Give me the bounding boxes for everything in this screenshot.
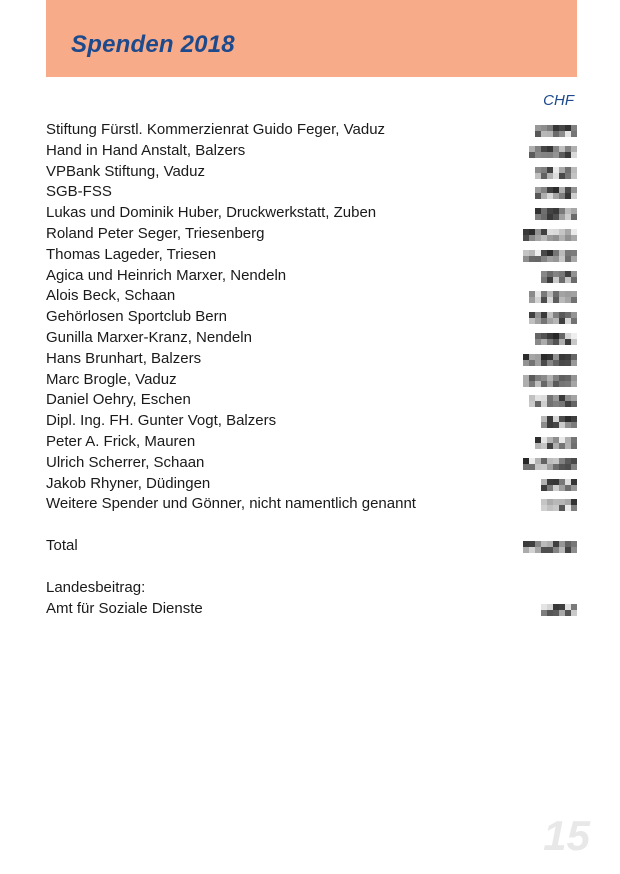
- redacted-amount: [523, 229, 577, 241]
- donor-row: [46, 120, 577, 141]
- donor-row: [46, 328, 577, 349]
- donor-name: Roland Peter Seger, Triesenberg: [46, 224, 265, 242]
- redacted-amount: [523, 375, 577, 387]
- redacted-amount: [541, 271, 577, 283]
- donor-name: Daniel Oehry, Eschen: [46, 391, 191, 409]
- donor-row: [46, 307, 577, 328]
- state-heading: Landesbeitrag:: [46, 578, 146, 596]
- donor-name: SGB-FSS: [46, 183, 112, 201]
- redacted-amount: [541, 416, 577, 428]
- donor-name: Peter A. Frick, Mauren: [46, 432, 196, 450]
- donor-name: VPBank Stiftung, Vaduz: [46, 162, 205, 180]
- donor-row: [46, 432, 577, 453]
- redacted-amount: [523, 458, 577, 470]
- donor-name: Stiftung Fürstl. Kommerzienrat Guido Feger, Vaduz: [46, 121, 386, 138]
- page-title: Spenden 2018: [71, 31, 235, 58]
- donor-name: Gehörlosen Sportclub Bern: [46, 308, 227, 326]
- header-banner: [46, 0, 577, 77]
- donor-name: Thomas Lageder, Triesen: [46, 245, 217, 263]
- redacted-amount: [529, 146, 577, 158]
- redacted-amount: [541, 499, 577, 511]
- donor-row: [46, 474, 577, 495]
- redacted-amount: [535, 208, 577, 220]
- donor-row: [46, 182, 577, 203]
- state-heading-row: [46, 578, 577, 599]
- donor-row: [46, 349, 577, 370]
- donor-row: [46, 224, 577, 245]
- redacted-amount: [529, 291, 577, 303]
- donor-name: Lukas und Dominik Huber, Druckwerkstatt, Zuben: [46, 204, 377, 222]
- currency-label: CHF: [543, 92, 574, 109]
- redacted-amount: [523, 541, 577, 553]
- redacted-amount: [529, 312, 577, 324]
- donor-row: [46, 203, 577, 224]
- donor-name: Ulrich Scherrer, Schaan: [46, 453, 205, 471]
- redacted-amount: [535, 333, 577, 345]
- page-number: 15: [543, 812, 590, 859]
- redacted-amount: [535, 187, 577, 199]
- donor-name: Alois Beck, Schaan: [46, 287, 176, 305]
- donor-row: [46, 141, 577, 162]
- redacted-amount: [535, 437, 577, 449]
- donor-row: [46, 286, 577, 307]
- state-contribution-row: [46, 599, 577, 620]
- donor-row: [46, 411, 577, 432]
- donor-name: Hand in Hand Anstalt, Balzers: [46, 141, 246, 159]
- donor-name: Marc Brogle, Vaduz: [46, 370, 177, 388]
- state-contributor-name: Amt für Soziale Dienste: [46, 599, 203, 617]
- donor-name: Weitere Spender und Gönner, nicht namentlich genannt: [46, 495, 416, 513]
- redacted-amount: [535, 167, 577, 179]
- total-row: [46, 536, 577, 557]
- donor-row: [46, 494, 577, 515]
- total-label: Total: [46, 537, 78, 555]
- redacted-amount: [523, 250, 577, 262]
- donor-name: Agica und Heinrich Marxer, Nendeln: [46, 266, 287, 284]
- redacted-amount: [529, 395, 577, 407]
- donor-name: Dipl. Ing. FH. Gunter Vogt, Balzers: [46, 412, 277, 430]
- donor-row: [46, 453, 577, 474]
- redacted-amount: [523, 354, 577, 366]
- donor-row: [46, 245, 577, 266]
- redacted-amount: [541, 479, 577, 491]
- donor-name: Hans Brunhart, Balzers: [46, 349, 202, 367]
- donor-list: [46, 120, 577, 620]
- donor-name: Jakob Rhyner, Düdingen: [46, 474, 211, 492]
- redacted-amount: [535, 125, 577, 137]
- donor-row: [46, 266, 577, 287]
- donor-row: [46, 370, 577, 391]
- donor-row: [46, 390, 577, 411]
- redacted-amount: [541, 604, 577, 616]
- donor-row: [46, 162, 577, 183]
- donor-name: Gunilla Marxer-Kranz, Nendeln: [46, 328, 252, 346]
